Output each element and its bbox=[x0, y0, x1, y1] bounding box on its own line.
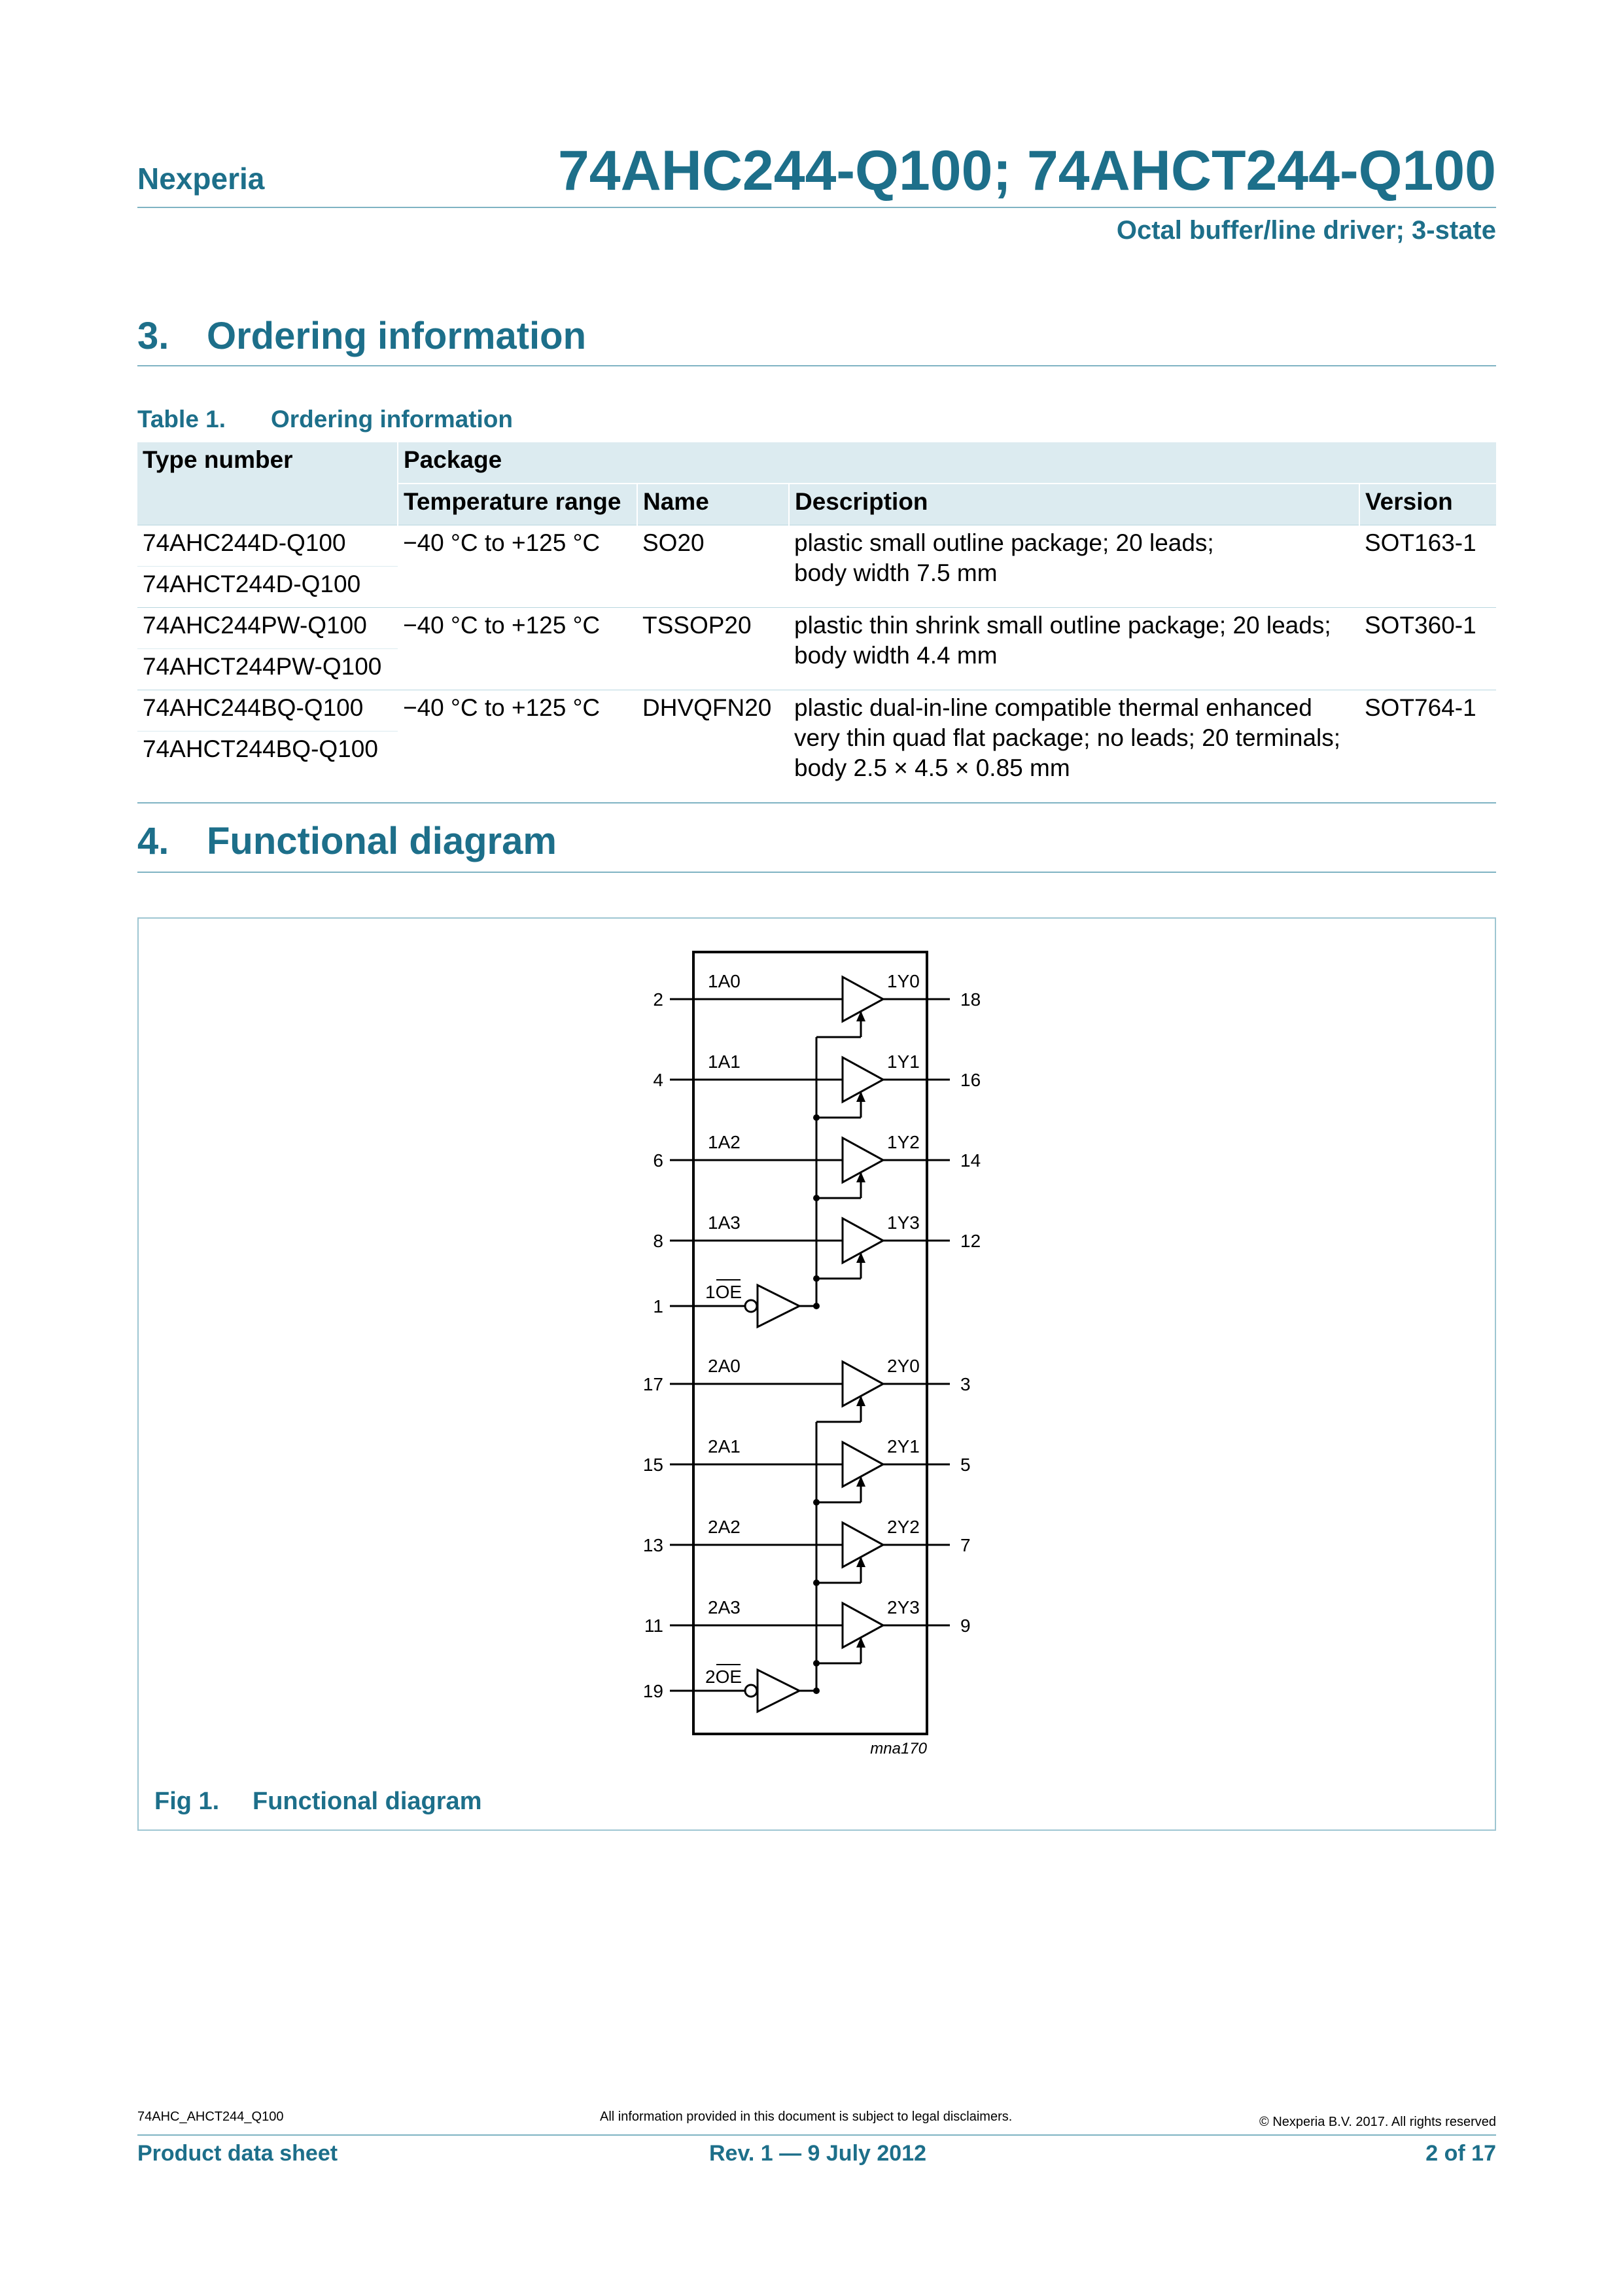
type-number: 74AHCT244PW-Q100 bbox=[137, 649, 398, 690]
temperature-range: −40 °C to +125 °C bbox=[398, 608, 637, 690]
header-description: Description bbox=[789, 484, 1359, 525]
input-pin-number: 17 bbox=[642, 1374, 663, 1394]
output-label: 1Y1 bbox=[887, 1051, 920, 1072]
input-label: 2A0 bbox=[708, 1356, 741, 1376]
output-label: 2Y3 bbox=[887, 1597, 920, 1617]
buffer-triangle bbox=[843, 1442, 883, 1487]
buffer-triangle bbox=[843, 1523, 883, 1567]
figure-caption bbox=[154, 1788, 481, 1816]
input-pin-number: 15 bbox=[642, 1455, 663, 1475]
temperature-range: −40 °C to +125 °C bbox=[398, 525, 637, 608]
buffer-triangle bbox=[843, 1603, 883, 1648]
section-number: 3. bbox=[137, 315, 169, 357]
section-number: 4. bbox=[137, 820, 169, 862]
package-version: SOT360-1 bbox=[1359, 608, 1496, 690]
document-subtitle: Octal buffer/line driver; 3-state bbox=[1116, 216, 1496, 245]
input-pin-number: 6 bbox=[653, 1150, 663, 1171]
output-pin-number: 7 bbox=[960, 1535, 971, 1555]
header-version: Version bbox=[1359, 484, 1496, 525]
junction-dot bbox=[813, 1303, 820, 1309]
package-description: plastic thin shrink small outline package; 20 leads; body width 4.4 mm bbox=[789, 608, 1359, 690]
junction-dot bbox=[813, 1687, 820, 1694]
footer-doc-type: Product data sheet bbox=[137, 2141, 338, 2166]
type-number: 74AHCT244D-Q100 bbox=[137, 567, 398, 608]
buffer-triangle bbox=[843, 1218, 883, 1263]
inversion-bubble bbox=[745, 1685, 757, 1697]
output-pin-number: 16 bbox=[960, 1070, 981, 1090]
temperature-range: −40 °C to +125 °C bbox=[398, 690, 637, 804]
header-temperature: Temperature range bbox=[398, 484, 637, 525]
output-label: 2Y1 bbox=[887, 1436, 920, 1457]
diagram-code: mna170 bbox=[870, 1740, 927, 1757]
input-pin-number: 2 bbox=[653, 989, 663, 1010]
enable-pin-number: 19 bbox=[642, 1681, 663, 1701]
enable-pin-number: 1 bbox=[653, 1296, 663, 1316]
output-pin-number: 18 bbox=[960, 989, 981, 1010]
type-number: 74AHCT244BQ-Q100 bbox=[137, 732, 398, 804]
input-label: 1A2 bbox=[708, 1132, 741, 1152]
package-name: TSSOP20 bbox=[637, 608, 789, 690]
footer-copyright: © Nexperia B.V. 2017. All rights reserved bbox=[1259, 2115, 1496, 2129]
input-label: 1A0 bbox=[708, 971, 741, 991]
figure-title: Functional diagram bbox=[253, 1788, 482, 1815]
header-package: Package bbox=[398, 442, 1496, 484]
footer-page-number: 2 of 17 bbox=[1425, 2141, 1496, 2166]
input-label: 2A1 bbox=[708, 1436, 741, 1457]
output-label: 2Y2 bbox=[887, 1517, 920, 1537]
package-description: plastic small outline package; 20 leads; body width 7.5 mm bbox=[789, 525, 1359, 608]
buffer-triangle bbox=[843, 977, 883, 1021]
enable-inverter bbox=[758, 1285, 799, 1327]
type-number: 74AHC244BQ-Q100 bbox=[137, 690, 398, 732]
footer-doc-id: 74AHC_AHCT244_Q100 bbox=[137, 2110, 284, 2124]
type-number: 74AHC244D-Q100 bbox=[137, 525, 398, 567]
footer-disclaimer: All information provided in this document is subject to legal disclaimers. bbox=[600, 2110, 1013, 2124]
buffer-triangle bbox=[843, 1362, 883, 1406]
table-label: Table 1. bbox=[137, 406, 226, 433]
enable-label: 1OE bbox=[705, 1282, 742, 1302]
output-label: 1Y0 bbox=[887, 971, 920, 991]
brand-name: Nexperia bbox=[137, 162, 265, 196]
input-label: 1A1 bbox=[708, 1051, 741, 1072]
type-number: 74AHC244PW-Q100 bbox=[137, 608, 398, 649]
document-title: 74AHC244-Q100; 74AHCT244-Q100 bbox=[557, 139, 1496, 202]
header-type-number: Type number bbox=[137, 442, 398, 525]
buffer-triangle bbox=[843, 1057, 883, 1102]
footer-revision: Rev. 1 — 9 July 2012 bbox=[709, 2141, 927, 2166]
package-version: SOT764-1 bbox=[1359, 690, 1496, 804]
package-name: SO20 bbox=[637, 525, 789, 608]
enable-label: 2OE bbox=[705, 1667, 742, 1687]
header-name: Name bbox=[637, 484, 789, 525]
output-label: 1Y3 bbox=[887, 1212, 920, 1233]
table-title: Ordering information bbox=[271, 406, 513, 433]
package-description: plastic dual-in-line compatible thermal enhanced very thin quad flat package; no leads; 20 terminals; body 2.5 × 4.5 × 0.85 mm bbox=[789, 690, 1359, 804]
input-pin-number: 13 bbox=[642, 1535, 663, 1555]
enable-inverter bbox=[758, 1670, 799, 1712]
figure-label: Fig 1. bbox=[154, 1788, 220, 1815]
input-pin-number: 8 bbox=[653, 1231, 663, 1251]
package-version: SOT163-1 bbox=[1359, 525, 1496, 608]
section-title: Functional diagram bbox=[207, 820, 557, 862]
input-pin-number: 11 bbox=[644, 1616, 663, 1636]
footer-divider bbox=[137, 2134, 1496, 2136]
section-title: Ordering information bbox=[207, 315, 586, 357]
output-pin-number: 3 bbox=[960, 1374, 971, 1394]
buffer-triangle bbox=[843, 1138, 883, 1182]
input-pin-number: 4 bbox=[653, 1070, 663, 1090]
output-label: 2Y0 bbox=[887, 1356, 920, 1376]
input-label: 2A3 bbox=[708, 1597, 741, 1617]
inversion-bubble bbox=[745, 1300, 757, 1312]
output-pin-number: 9 bbox=[960, 1616, 971, 1636]
output-pin-number: 12 bbox=[960, 1231, 981, 1251]
input-label: 1A3 bbox=[708, 1212, 741, 1233]
output-pin-number: 14 bbox=[960, 1150, 981, 1171]
package-name: DHVQFN20 bbox=[637, 690, 789, 804]
output-label: 1Y2 bbox=[887, 1132, 920, 1152]
input-label: 2A2 bbox=[708, 1517, 741, 1537]
output-pin-number: 5 bbox=[960, 1455, 971, 1475]
